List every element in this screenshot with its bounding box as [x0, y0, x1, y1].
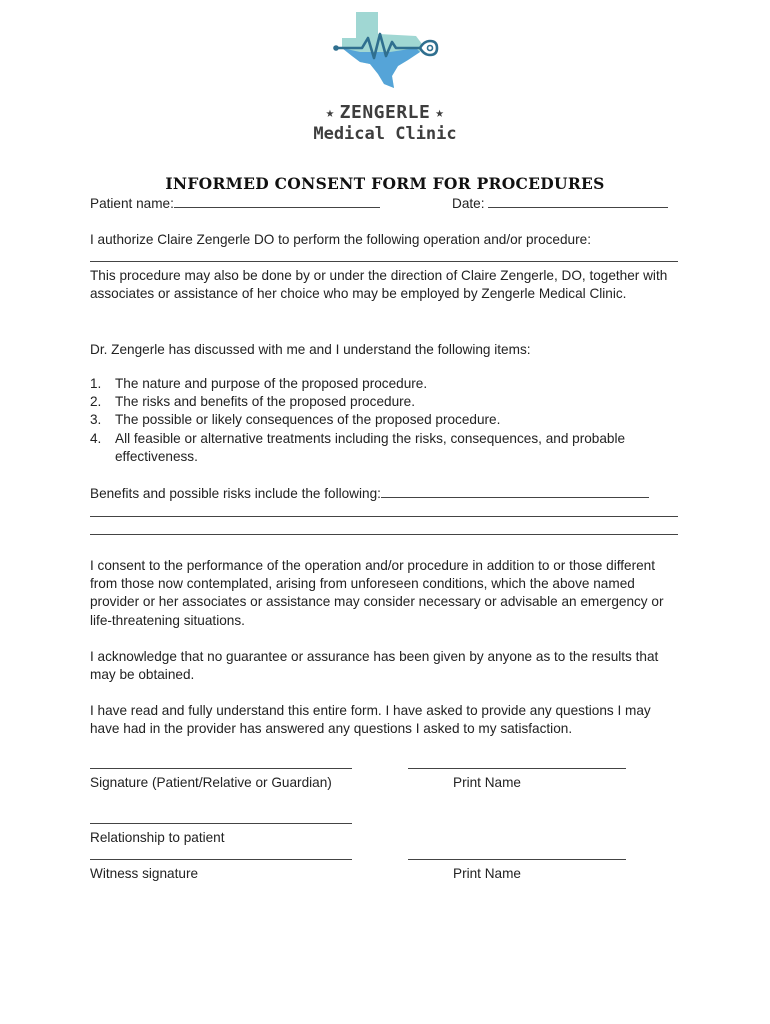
date-label: Date:: [452, 196, 485, 211]
clinic-name-line1: ZENGERLE: [339, 102, 431, 123]
print-name-field[interactable]: [408, 768, 626, 769]
witness-label: Witness signature: [90, 866, 199, 881]
patient-name-label: Patient name:: [90, 196, 174, 211]
date-row: [452, 195, 668, 213]
benefits-label: Benefits and possible risks include the following:: [90, 486, 381, 501]
form-title: INFORMED CONSENT FORM FOR PROCEDURES: [165, 174, 605, 193]
signature-field[interactable]: [90, 768, 352, 769]
relationship-label: Relationship to patient: [90, 830, 225, 845]
list-item: 1. The nature and purpose of the proposed procedure.: [90, 376, 428, 391]
patient-name-field[interactable]: [174, 195, 380, 208]
witness-print-name-field[interactable]: [408, 859, 626, 860]
benefits-field-2[interactable]: [90, 516, 678, 517]
direction-text: This procedure may also be done by or under the direction of Claire Zengerle, DO, together with associates or assistance of her choice who may be employed by Zengerle Medical Clinic.: [90, 268, 668, 302]
date-field[interactable]: [488, 195, 668, 208]
texas-stethoscope-logo-icon: [320, 8, 450, 98]
benefits-field-3[interactable]: [90, 534, 678, 535]
star-left-icon: ★: [325, 105, 335, 121]
star-right-icon: ★: [435, 105, 445, 121]
discussed-text: Dr. Zengerle has discussed with me and I understand the following items:: [90, 342, 531, 357]
read-text: I have read and fully understand this entire form. I have asked to provide any questions I may have had in the provider has answered any questions I asked to my satisfaction.: [90, 703, 651, 737]
patient-name-row: [90, 195, 380, 213]
list-item: 3. The possible or likely consequences of the proposed procedure.: [90, 412, 501, 428]
benefits-field-1[interactable]: [381, 485, 649, 498]
list-item: 4. All feasible or alternative treatments including the risks, consequences, and probable effectiveness.: [90, 430, 626, 464]
print-name-label: Print Name: [453, 775, 521, 790]
signature-label: Signature (Patient/Relative or Guardian): [90, 775, 332, 790]
benefits-row: [90, 485, 649, 503]
relationship-field[interactable]: [90, 823, 352, 824]
procedure-field[interactable]: [90, 261, 678, 262]
understood-items-list: [90, 375, 680, 466]
list-item: 2. The risks and benefits of the proposed procedure.: [90, 394, 415, 410]
witness-print-name-label: Print Name: [453, 866, 521, 881]
clinic-name: [235, 103, 535, 144]
clinic-name-line2: Medical Clinic: [313, 124, 457, 144]
acknowledge-text: I acknowledge that no guarantee or assurance has been given by anyone as to the results that may be obtained.: [90, 649, 659, 683]
clinic-logo: [320, 8, 450, 98]
consent-text: I consent to the performance of the operation and/or procedure in addition to or those different from those now contemplated, arising from unforeseen conditions, which the above named provider or her associates or assistance may consider necessary or advisable an emergency or life-threatening situations.: [90, 558, 664, 628]
authorize-text: I authorize Claire Zengerle DO to perform the following operation and/or procedure:: [90, 232, 591, 247]
witness-signature-field[interactable]: [90, 859, 352, 860]
